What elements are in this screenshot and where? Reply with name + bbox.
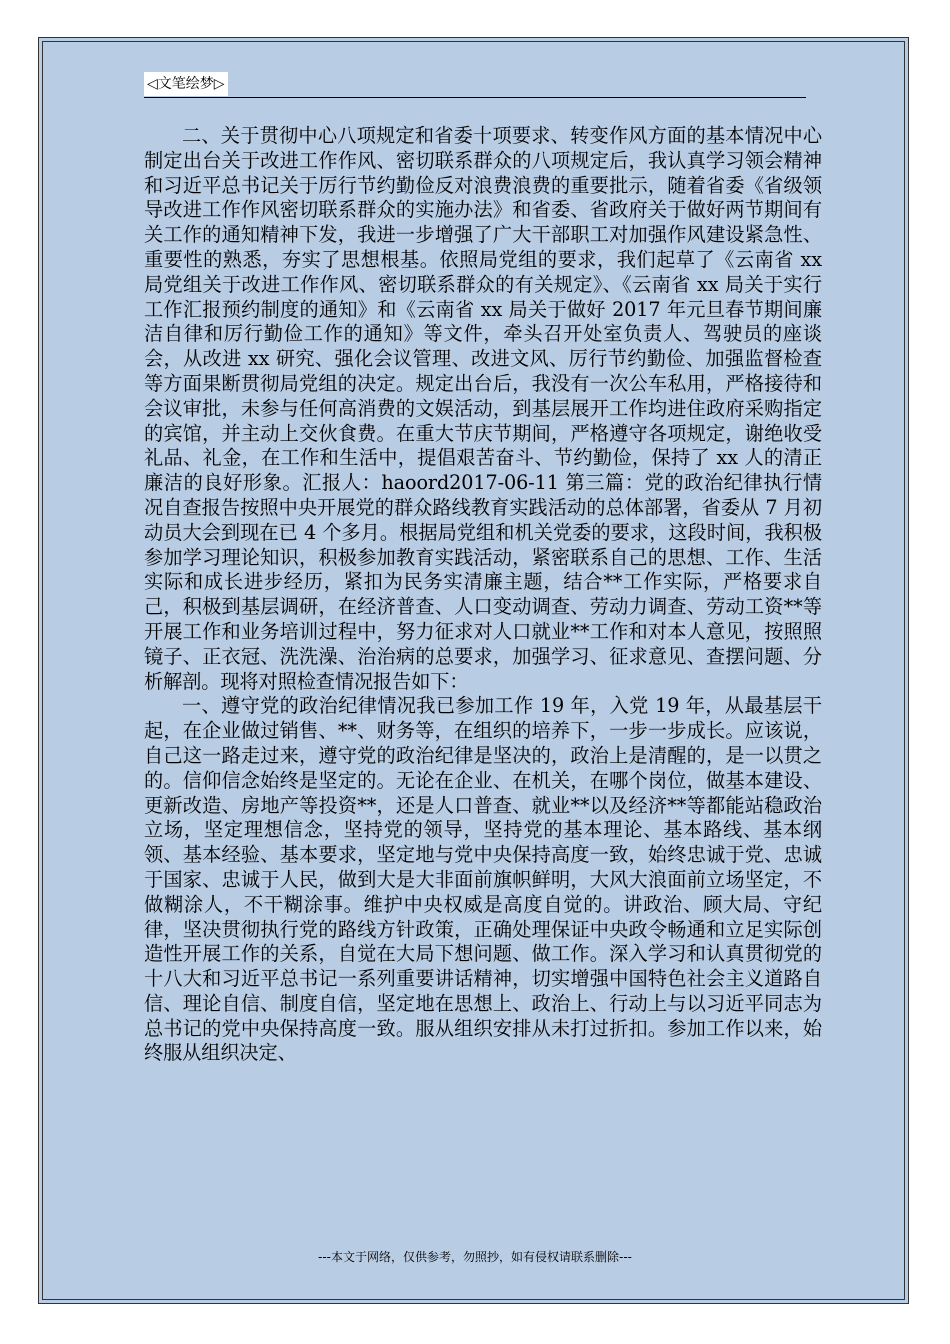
paragraph-1: 二、关于贯彻中心八项规定和省委十项要求、转变作风方面的基本情况中心制定出台关于改进工作作风、密切联系群众的八项规定后，我认真学习领会精神和习近平总书记关于厉行节约勤俭反对浪费浪费的重要批示，随着省委《省级领导改进工作作风密切联系群众的实施办法》和省委、省政府关于做好两节期间有关工作的通知精神下发，我进一步增强了广大干部职工对加强作风建设紧急性、重要性的熟悉，夯实了思想根基。依照局党组的要求，我们起草了《云南省 xx 局党组关于改进工作作风、密切联系群众的有关规定》、《云南省 xx 局关于实行工作汇报预约制度的通知》和《云南省 xx 局关于做好 2017 年元旦春节期间廉洁自律和厉行勤俭工作的通知》等文件，牵头召开处室负责人、驾驶员的座谈会，从改进 xx 研究、强化会议管理、改进文风、厉行节约勤俭、加强监督检查等方面果断贯彻局党组的决定。规定出台后，我没有一次公车私用，严格接待和会议审批，未参与任何高消费的文娱活动，到基层展开工作均进住政府采购指定的宾馆，并主动上交伙食费。在重大节庆节期间，严格遵守各项规定，谢绝收受礼品、礼金，在工作和生活中，提倡艰苦奋斗、节约勤俭，保持了 xx 人的清正廉洁的良好形象。汇报人：haoord2017-06-11 第三篇：党的政治纪律执行情况自查报告按照中央开展党的群众路线教育实践活动的总体部署，省委从 7 月初动员大会到现在已 4 个多月。根据局党组和机关党委的要求，这段时间，我积极参加学习理论知识，积极参加教育实践活动，紧密联系自己的思想、工作、生活实际和成长进步经历，紧扣为民务实清廉主题，结合**工作实际，严格要求自己，积极到基层调研，在经济普查、人口变动调查、劳动力调查、劳动工资**等开展工作和业务培训过程中，努力征求对人口就业**工作和对本人意见，按照照镜子、正衣冠、洗洗澡、治治病的总要求，加强学习、征求意见、查摆问题、分析解剖。现将对照检查情况报告如下： xyxy=(144,124,822,693)
header-divider xyxy=(144,97,806,98)
footer-disclaimer: ---本文于网络，仅供参考，勿照抄，如有侵权请联系删除--- xyxy=(318,1250,632,1264)
paragraph-2: 一、遵守党的政治纪律情况我已参加工作 19 年，入党 19 年，从最基层干起，在企业做过销售、**、财务等，在组织的培养下，一步一步成长。应该说，自己这一路走过来，遵守党的政治纪律是坚决的，政治上是清醒的，是一以贯之的。信仰信念始终是坚定的。无论在企业、在机关，在哪个岗位，做基本建设、更新改造、房地产等投资**，还是人口普查、就业**以及经济**等都能站稳政治立场，坚定理想信念，坚持党的领导，坚持党的基本理论、基本路线、基本纲领、基本经验、基本要求，坚定地与党中央保持高度一致，始终忠诚于党、忠诚于国家、忠诚于人民，做到大是大非面前旗帜鲜明，大风大浪面前立场坚定，不做糊涂人，不干糊涂事。维护中央权威是高度自觉的。讲政治、顾大局、守纪律，坚决贯彻执行党的路线方针政策，正确处理保证中央政令畅通和立足实际创造性开展工作的关系，自觉在大局下想问题、做工作。深入学习和认真贯彻党的十八大和习近平总书记一系列重要讲话精神，切实增强中国特色社会主义道路自信、理论自信、制度自信，坚定地在思想上、政治上、行动上与以习近平同志为总书记的党中央保持高度一致。服从组织安排从未打过折扣。参加工作以来，始终服从组织决定、 xyxy=(144,694,822,1065)
document-body xyxy=(144,124,822,1066)
header-logo: ◁文笔绘梦▷ xyxy=(144,72,228,96)
